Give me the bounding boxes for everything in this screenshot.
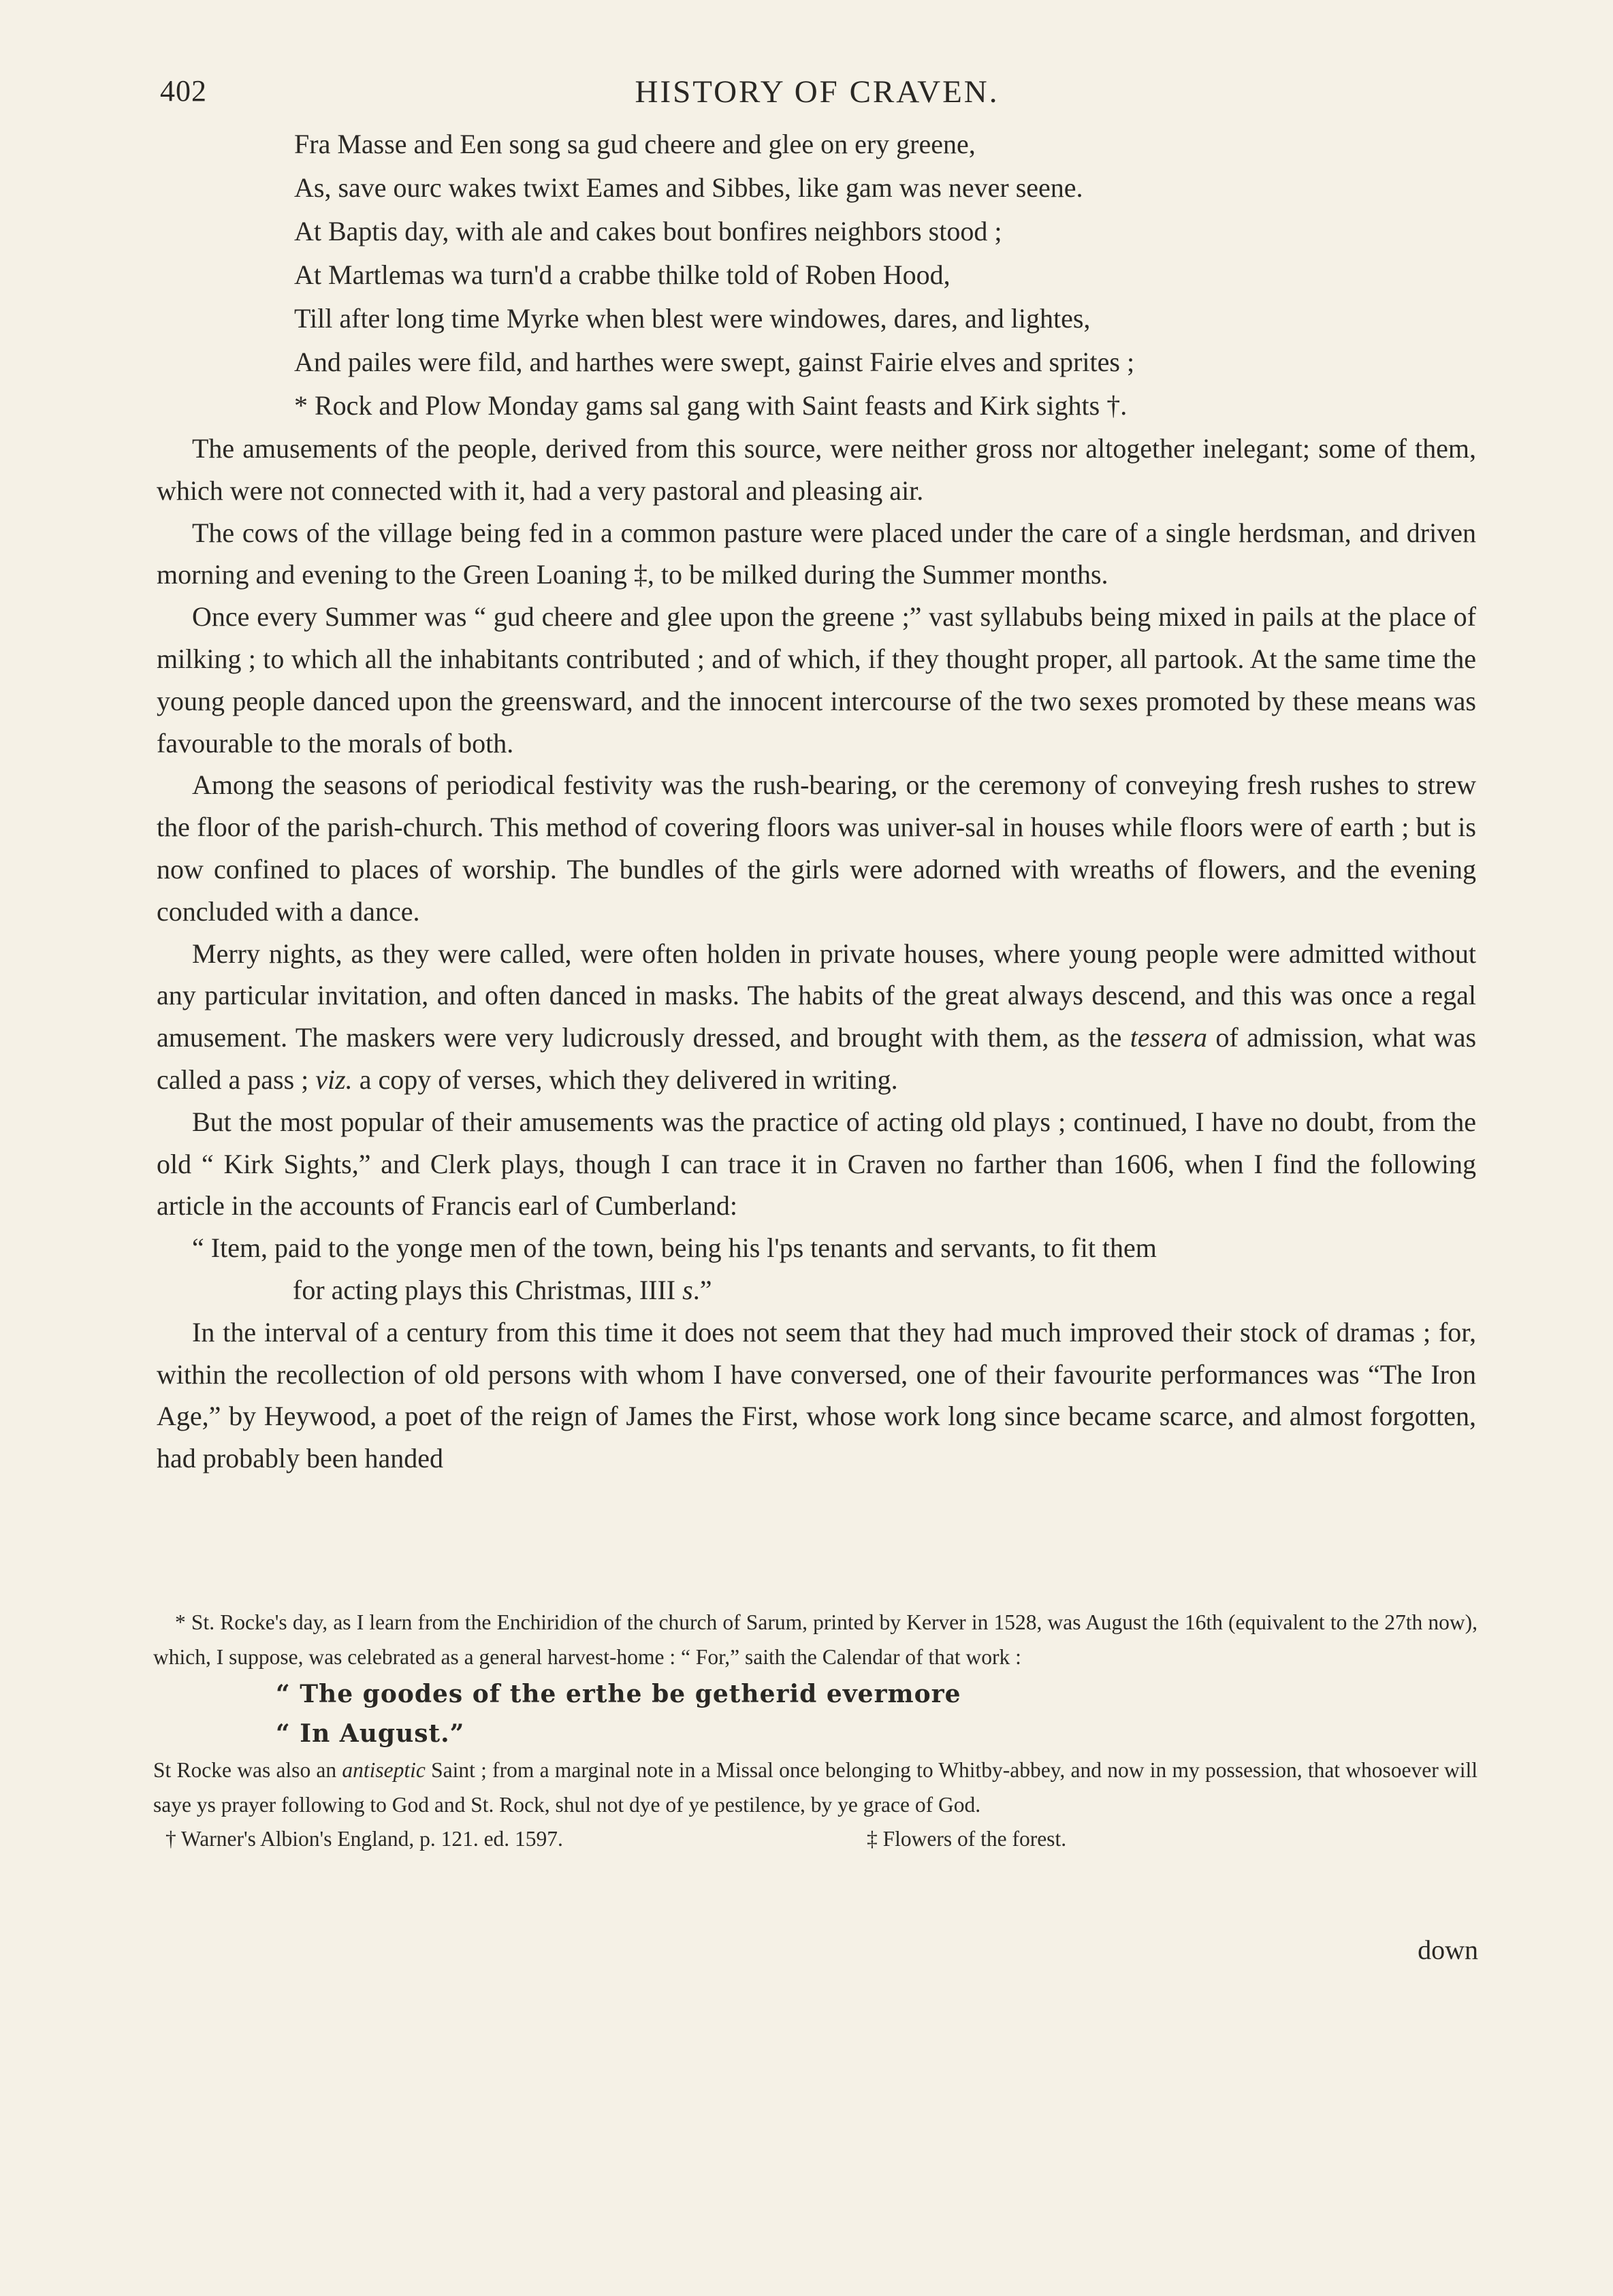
footnote-dagger-row [153, 1822, 1478, 1857]
running-title: HISTORY OF CRAVEN. [635, 74, 1000, 110]
paragraph-text: of admission, what was called a pass ; [157, 1022, 1477, 1095]
quote-line [293, 1269, 1476, 1311]
verse-line: And pailes were fild, and harthes were swept, gainst Fairie elves and sprites ; [294, 347, 1135, 377]
footnote-star: * St. Rocke's day, as I learn from the Enchiridion of the church of Sarum, printed by Kerver in 1528, was August the 16th (equivalent to the 27th now), which, I suppose, was celebrated as a general harvest-home : “ For,” saith the Calendar of that work : [153, 1610, 1478, 1669]
blackletter-quote: “ In August.” [276, 1719, 465, 1748]
paragraph-iron-age: In the interval of a century from this time it does not seem that they had much improved their stock of dramas ; for, within the recollection of old persons with whom I have conversed, one of their favourite performances was “The Iron Age,” by Heywood, a poet of the reign of James the First, whose work long since became scarce, and almost forgotten, had probably been handed [157, 1316, 1476, 1474]
paragraph-summer-feast: Once every Summer was “ gud cheere and glee upon the greene ;” vast syllabubs being mixed in pails at the place of milking ; to which all the inhabitants contributed ; and of which, if they thought proper, all partook. At the same time the young people danced upon the greensward, and the innocent intercourse of the two sexes promoted by these means was favourable to the morals of both. [157, 601, 1476, 759]
italic-term: tessera [1130, 1022, 1208, 1053]
footnote-double-dagger: ‡ Flowers of the forest. [867, 1827, 1067, 1851]
page-number: 402 [160, 74, 207, 108]
paragraph-herdsman: The cows of the village being fed in a common pasture were placed under the care of a single herdsman, and driven morning and evening to the Green Loaning ‡, to be milked during the Summer months. [157, 517, 1476, 590]
paragraph-amusements: The amusements of the people, derived from this source, were neither gross nor altogether inelegant; some of them, which were not connected with it, had a very pastoral and pleasing air. [157, 433, 1476, 506]
blackletter-quote: “ The goodes of the erthe be getherid evermore [276, 1680, 961, 1708]
italic-term: s [682, 1274, 693, 1305]
body-text [157, 428, 1476, 1480]
quote-text: for acting plays this Christmas, IIII [293, 1274, 676, 1305]
italic-term: viz. [315, 1064, 353, 1095]
verse-line: As, save ourc wakes twixt Eames and Sibbes, like gam was never seene. [294, 172, 1083, 203]
catchword: down [1418, 1934, 1478, 1965]
verse-block [294, 123, 1492, 428]
footnotes [153, 1606, 1478, 1857]
footnote-text: St Rocke was also an [153, 1758, 337, 1782]
verse-line: At Baptis day, with ale and cakes bout bonfires neighbors stood ; [294, 216, 1002, 246]
page-header [160, 74, 1474, 121]
quote-text: .” [692, 1274, 712, 1305]
paragraph-merry-nights [157, 933, 1476, 1101]
paragraph-text: a copy of verses, which they delivered in writing. [359, 1064, 898, 1095]
footnote-dagger: † Warner's Albion's England, p. 121. ed. 1597. [165, 1827, 563, 1851]
footnote-star-continued [153, 1753, 1478, 1822]
paragraph-plays: But the most popular of their amusements was the practice of acting old plays ; continued, I have no doubt, from the old “ Kirk Sights,” and Clerk plays, though I can trace it in Craven no farther than 1606, when I find the following article in the accounts of Francis earl of Cumberland: [157, 1106, 1476, 1222]
italic-term: antiseptic [342, 1758, 426, 1782]
verse-line: Fra Masse and Een song sa gud cheere and glee on ery greene, [294, 129, 976, 159]
verse-line: * Rock and Plow Monday gams sal gang with Saint feasts and Kirk sights †. [294, 390, 1128, 421]
paragraph-text: Merry nights, as they were called, were often holden in private houses, where young people were admitted without any particular invitation, and often danced in masks. The habits of the great always descend, and this was once a regal amusement. The maskers were very ludicrously dressed, and brought with them, as the [157, 938, 1476, 1053]
paragraph-rush-bearing: Among the seasons of periodical festivity was the rush-bearing, or the ceremony of conveying fresh rushes to strew the floor of the parish-church. This method of covering floors was univer-sal in houses while floors were of earth ; but is now confined to places of worship. The bundles of the girls were adorned with wreaths of flowers, and the evening concluded with a dance. [157, 769, 1476, 927]
verse-line: At Martlemas wa turn'd a crabbe thilke told of Roben Hood, [294, 259, 951, 290]
footnote-text: Saint ; from a marginal note in a Missal once belonging to Whitby-abbey, and now in my possession, that whosoever will saye ys prayer following to God and St. Rock, shul not dye of ye pestilence, by ye grace of God. [153, 1758, 1478, 1817]
quote-line: “ Item, paid to the yonge men of the town, being his l'ps tenants and servants, to fit them [192, 1232, 1157, 1264]
verse-line: Till after long time Myrke when blest were windowes, dares, and lightes, [294, 303, 1091, 334]
